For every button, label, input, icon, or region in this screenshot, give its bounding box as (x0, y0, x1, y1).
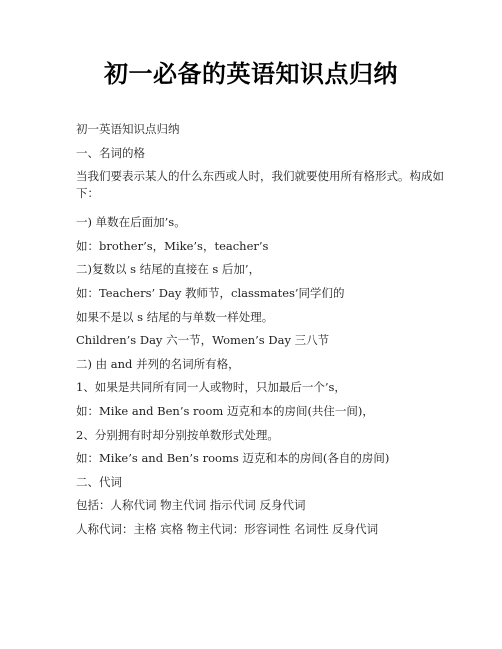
section-heading: 二、代词 (76, 475, 122, 489)
paragraph-line: 当我们要表示某人的什么东西或人时，我们就要使用所有格形式。构成如下： (76, 169, 444, 200)
section-heading: 一、名词的格 (76, 146, 145, 160)
subtitle-line: 初一英语知识点归纳 (76, 122, 180, 136)
paragraph-line: Children’s Day 六一节，Women’s Day 三八节 (76, 333, 330, 347)
paragraph-line: 1、如果是共同所有同一人或物时，只加最后一个’s， (76, 380, 346, 394)
paragraph-line: 如：Mike and Ben’s room 迈克和本的房间(共住一间)， (76, 404, 374, 418)
paragraph-line: 二)复数以 s 结尾的直接在 s 后加’， (76, 262, 261, 276)
paragraph-line: 如：brother’s，Mike’s，teacher’s (76, 239, 269, 253)
paragraph-line: 一) 单数在后面加’s。 (76, 215, 186, 229)
document-title: 初一必备的英语知识点归纳 (104, 59, 398, 88)
paragraph-line: 包括：人称代词 物主代词 指示代词 反身代词 (76, 498, 306, 512)
paragraph-line: 人称代词：主格 宾格 物主代词：形容词性 名词性 反身代词 (76, 522, 379, 536)
paragraph-line: 如果不是以 s 结尾的与单数一样处理。 (76, 310, 274, 324)
paragraph-line: 二) 由 and 并列的名词所有格， (76, 357, 240, 371)
paragraph-line: 如：Teachers’ Day 教师节，classmates’同学们的 (76, 286, 345, 300)
paragraph-line: 2、分别拥有时却分别按单数形式处理。 (76, 428, 279, 442)
paragraph-line: 如：Mike’s and Ben’s rooms 迈克和本的房间(各自的房间) (76, 451, 390, 465)
